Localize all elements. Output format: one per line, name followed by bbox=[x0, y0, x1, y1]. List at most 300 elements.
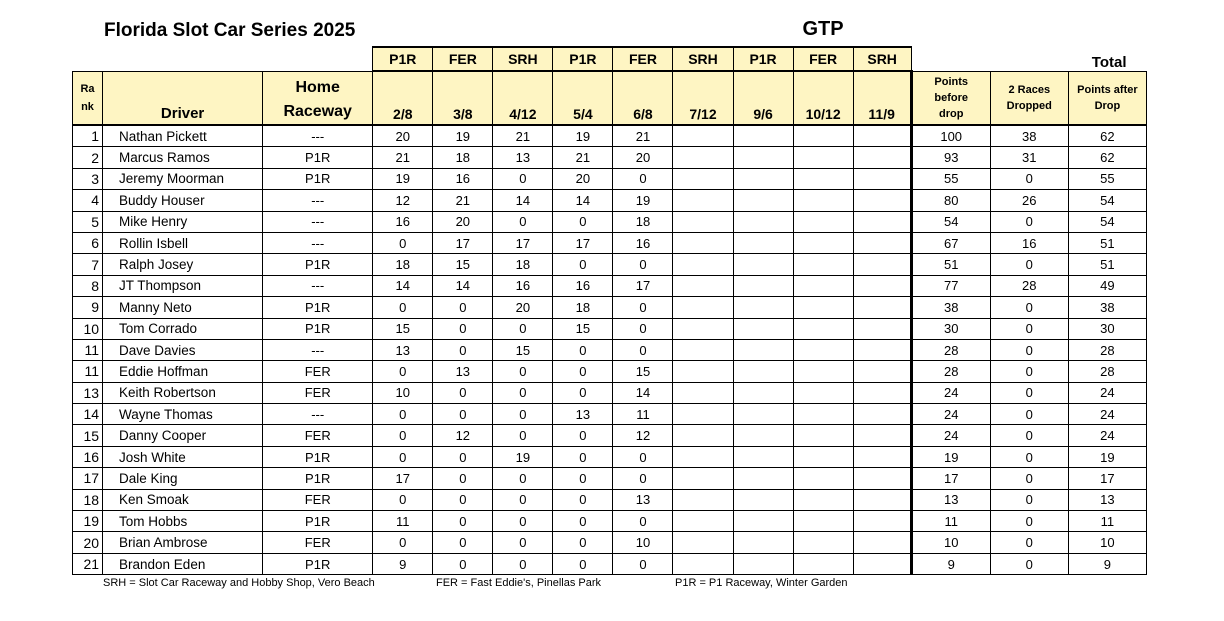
race-points-cell: 19 bbox=[373, 168, 433, 189]
standings-row bbox=[73, 147, 1147, 168]
race-points-cell bbox=[853, 297, 911, 318]
points-before-drop-cell: 10 bbox=[911, 532, 990, 553]
standings-row bbox=[73, 168, 1147, 189]
race-points-cell bbox=[793, 339, 853, 360]
race-points-cell: 0 bbox=[373, 297, 433, 318]
race-points-cell bbox=[673, 147, 733, 168]
legend-p1r: P1R = P1 Raceway, Winter Garden bbox=[675, 577, 848, 589]
race-points-cell bbox=[853, 553, 911, 574]
home-raceway-cell: P1R bbox=[263, 254, 373, 275]
driver-name: Danny Cooper bbox=[103, 425, 263, 446]
race-points-cell bbox=[733, 511, 793, 532]
race-points-cell: 15 bbox=[373, 318, 433, 339]
race-points-cell bbox=[673, 382, 733, 403]
race-points-cell bbox=[853, 468, 911, 489]
race-points-cell bbox=[673, 446, 733, 467]
race-points-cell bbox=[733, 361, 793, 382]
points-after-drop-cell: 62 bbox=[1068, 125, 1146, 147]
standings-row bbox=[73, 468, 1147, 489]
race-points-cell: 0 bbox=[433, 297, 493, 318]
race-points-cell: 0 bbox=[553, 553, 613, 574]
race-date-header: 4/12 bbox=[493, 71, 553, 125]
race-points-cell: 21 bbox=[433, 190, 493, 211]
races-dropped-cell: 0 bbox=[990, 489, 1068, 510]
driver-name: Manny Neto bbox=[103, 297, 263, 318]
race-points-cell bbox=[673, 190, 733, 211]
race-points-cell: 14 bbox=[553, 190, 613, 211]
race-points-cell: 0 bbox=[613, 318, 673, 339]
rank-cell: 9 bbox=[73, 297, 103, 318]
race-points-cell bbox=[733, 425, 793, 446]
race-points-cell bbox=[853, 275, 911, 296]
standings-row bbox=[73, 211, 1147, 232]
driver-name: Brandon Eden bbox=[103, 553, 263, 574]
rank-cell: 6 bbox=[73, 232, 103, 253]
race-points-cell: 21 bbox=[373, 147, 433, 168]
race-date-header: 3/8 bbox=[433, 71, 493, 125]
race-points-cell: 0 bbox=[433, 468, 493, 489]
races-dropped-cell: 0 bbox=[990, 211, 1068, 232]
race-points-cell bbox=[853, 361, 911, 382]
race-points-cell: 0 bbox=[553, 468, 613, 489]
race-points-cell bbox=[733, 489, 793, 510]
driver-name: Dave Davies bbox=[103, 339, 263, 360]
home-raceway-cell: P1R bbox=[263, 511, 373, 532]
race-points-cell bbox=[733, 190, 793, 211]
race-points-cell: 13 bbox=[613, 489, 673, 510]
race-points-cell: 16 bbox=[613, 232, 673, 253]
race-points-cell bbox=[793, 532, 853, 553]
standings-row bbox=[73, 532, 1147, 553]
race-points-cell bbox=[793, 489, 853, 510]
rank-header: Ra nk bbox=[73, 71, 103, 125]
races-dropped-cell: 0 bbox=[990, 404, 1068, 425]
points-before-drop-cell: 55 bbox=[911, 168, 990, 189]
race-points-cell: 18 bbox=[493, 254, 553, 275]
home-raceway-cell: --- bbox=[263, 125, 373, 147]
driver-name: JT Thompson bbox=[103, 275, 263, 296]
points-before-drop-cell: 19 bbox=[911, 446, 990, 467]
race-date-header: 6/8 bbox=[613, 71, 673, 125]
legend-srh: SRH = Slot Car Raceway and Hobby Shop, Vero Beach bbox=[103, 577, 375, 589]
points-after-drop-cell: 28 bbox=[1068, 339, 1146, 360]
race-points-cell: 18 bbox=[553, 297, 613, 318]
driver-name: Tom Corrado bbox=[103, 318, 263, 339]
standings-row bbox=[73, 339, 1147, 360]
home-raceway-cell: FER bbox=[263, 489, 373, 510]
points-after-drop-cell: 17 bbox=[1068, 468, 1146, 489]
home-raceway-cell: --- bbox=[263, 232, 373, 253]
standings-row bbox=[73, 511, 1147, 532]
race-points-cell: 20 bbox=[433, 211, 493, 232]
points-before-drop-cell: 24 bbox=[911, 425, 990, 446]
races-dropped-cell: 0 bbox=[990, 425, 1068, 446]
race-points-cell bbox=[853, 339, 911, 360]
race-points-cell: 0 bbox=[493, 318, 553, 339]
race-points-cell bbox=[733, 404, 793, 425]
race-points-cell: 0 bbox=[433, 511, 493, 532]
race-points-cell bbox=[853, 190, 911, 211]
rank-cell: 13 bbox=[73, 382, 103, 403]
race-points-cell: 0 bbox=[433, 339, 493, 360]
rank-cell: 5 bbox=[73, 211, 103, 232]
race-points-cell: 0 bbox=[553, 339, 613, 360]
race-points-cell: 15 bbox=[613, 361, 673, 382]
race-points-cell: 16 bbox=[433, 168, 493, 189]
standings-row bbox=[73, 446, 1147, 467]
race-points-cell: 20 bbox=[373, 125, 433, 147]
column-header-row bbox=[73, 71, 1147, 125]
race-points-cell bbox=[853, 511, 911, 532]
race-points-cell: 19 bbox=[493, 446, 553, 467]
standings-row bbox=[73, 297, 1147, 318]
race-points-cell: 17 bbox=[373, 468, 433, 489]
race-points-cell: 16 bbox=[373, 211, 433, 232]
race-points-cell: 14 bbox=[493, 190, 553, 211]
driver-header: Driver bbox=[103, 71, 263, 125]
race-points-cell: 10 bbox=[373, 382, 433, 403]
rank-cell: 11 bbox=[73, 361, 103, 382]
standings-table bbox=[72, 46, 1147, 575]
venue-row bbox=[73, 47, 1147, 71]
race-points-cell: 17 bbox=[553, 232, 613, 253]
race-points-cell bbox=[853, 125, 911, 147]
race-points-cell bbox=[673, 318, 733, 339]
points-before-drop-cell: 17 bbox=[911, 468, 990, 489]
standings-row bbox=[73, 425, 1147, 446]
race-points-cell: 0 bbox=[493, 382, 553, 403]
venue-header: P1R bbox=[733, 47, 793, 71]
points-after-drop-cell: 9 bbox=[1068, 553, 1146, 574]
race-points-cell: 0 bbox=[553, 532, 613, 553]
total-label: Total bbox=[1091, 53, 1127, 71]
points-after-drop-cell: 28 bbox=[1068, 361, 1146, 382]
race-date-header: 9/6 bbox=[733, 71, 793, 125]
home-raceway-cell: FER bbox=[263, 382, 373, 403]
race-points-cell: 0 bbox=[373, 532, 433, 553]
home-raceway-cell: P1R bbox=[263, 297, 373, 318]
race-points-cell: 13 bbox=[373, 339, 433, 360]
rank-cell: 21 bbox=[73, 553, 103, 574]
race-points-cell: 13 bbox=[493, 147, 553, 168]
standings-row bbox=[73, 318, 1147, 339]
race-points-cell: 0 bbox=[373, 232, 433, 253]
race-points-cell: 0 bbox=[613, 553, 673, 574]
race-points-cell: 0 bbox=[613, 254, 673, 275]
driver-name: Rollin Isbell bbox=[103, 232, 263, 253]
home-raceway-cell: --- bbox=[263, 275, 373, 296]
race-points-cell: 0 bbox=[613, 297, 673, 318]
race-points-cell: 19 bbox=[433, 125, 493, 147]
driver-name: Nathan Pickett bbox=[103, 125, 263, 147]
race-points-cell: 0 bbox=[373, 489, 433, 510]
race-points-cell bbox=[733, 275, 793, 296]
legend-fer: FER = Fast Eddie's, Pinellas Park bbox=[436, 577, 602, 589]
race-points-cell: 0 bbox=[553, 361, 613, 382]
driver-name: Ken Smoak bbox=[103, 489, 263, 510]
races-dropped-cell: 0 bbox=[990, 446, 1068, 467]
points-before-drop-cell: 9 bbox=[911, 553, 990, 574]
race-points-cell: 14 bbox=[433, 275, 493, 296]
race-points-cell bbox=[733, 125, 793, 147]
points-before-drop-cell: 67 bbox=[911, 232, 990, 253]
rank-cell: 18 bbox=[73, 489, 103, 510]
home-raceway-cell: P1R bbox=[263, 468, 373, 489]
race-points-cell: 0 bbox=[433, 532, 493, 553]
home-raceway-cell: P1R bbox=[263, 147, 373, 168]
race-points-cell: 0 bbox=[613, 511, 673, 532]
race-points-cell bbox=[673, 125, 733, 147]
race-points-cell bbox=[853, 211, 911, 232]
race-points-cell: 0 bbox=[553, 382, 613, 403]
race-points-cell: 0 bbox=[373, 404, 433, 425]
driver-name: Wayne Thomas bbox=[103, 404, 263, 425]
driver-name: Mike Henry bbox=[103, 211, 263, 232]
race-points-cell: 0 bbox=[433, 404, 493, 425]
rank-cell: 10 bbox=[73, 318, 103, 339]
points-after-drop-cell: 54 bbox=[1068, 211, 1146, 232]
standings-row bbox=[73, 489, 1147, 510]
points-after-drop-cell: 19 bbox=[1068, 446, 1146, 467]
points-after-drop-cell: 55 bbox=[1068, 168, 1146, 189]
race-points-cell bbox=[673, 254, 733, 275]
race-points-cell: 9 bbox=[373, 553, 433, 574]
race-points-cell: 13 bbox=[433, 361, 493, 382]
race-points-cell bbox=[793, 125, 853, 147]
race-points-cell bbox=[733, 297, 793, 318]
rank-cell: 14 bbox=[73, 404, 103, 425]
races-dropped-cell: 0 bbox=[990, 553, 1068, 574]
race-points-cell bbox=[853, 489, 911, 510]
race-points-cell bbox=[673, 275, 733, 296]
race-points-cell bbox=[793, 297, 853, 318]
race-points-cell bbox=[793, 361, 853, 382]
rank-cell: 19 bbox=[73, 511, 103, 532]
points-after-drop-cell: 38 bbox=[1068, 297, 1146, 318]
driver-name: Marcus Ramos bbox=[103, 147, 263, 168]
race-points-cell bbox=[793, 275, 853, 296]
race-points-cell: 0 bbox=[553, 211, 613, 232]
race-points-cell: 15 bbox=[433, 254, 493, 275]
race-points-cell bbox=[673, 532, 733, 553]
races-dropped-cell: 26 bbox=[990, 190, 1068, 211]
driver-name: Tom Hobbs bbox=[103, 511, 263, 532]
class-title: GTP bbox=[802, 18, 844, 40]
race-points-cell bbox=[673, 404, 733, 425]
venue-header: SRH bbox=[673, 47, 733, 71]
home-raceway-cell: P1R bbox=[263, 446, 373, 467]
home-raceway-cell: --- bbox=[263, 211, 373, 232]
points-after-drop-cell: 11 bbox=[1068, 511, 1146, 532]
race-points-cell bbox=[673, 339, 733, 360]
race-points-cell bbox=[733, 168, 793, 189]
race-points-cell: 0 bbox=[493, 468, 553, 489]
race-points-cell: 0 bbox=[493, 489, 553, 510]
points-before-drop-cell: 100 bbox=[911, 125, 990, 147]
home-raceway-cell: P1R bbox=[263, 318, 373, 339]
races-dropped-cell: 0 bbox=[990, 532, 1068, 553]
race-points-cell bbox=[733, 211, 793, 232]
race-date-header: 11/9 bbox=[853, 71, 911, 125]
points-before-drop-cell: 38 bbox=[911, 297, 990, 318]
race-points-cell: 21 bbox=[493, 125, 553, 147]
race-date-header: 2/8 bbox=[373, 71, 433, 125]
race-points-cell bbox=[793, 254, 853, 275]
home-raceway-header: Home Raceway bbox=[263, 71, 373, 125]
race-points-cell bbox=[853, 532, 911, 553]
race-points-cell bbox=[793, 468, 853, 489]
rank-cell: 1 bbox=[73, 125, 103, 147]
race-points-cell bbox=[793, 147, 853, 168]
race-points-cell bbox=[853, 232, 911, 253]
race-points-cell: 0 bbox=[433, 489, 493, 510]
standings-row bbox=[73, 254, 1147, 275]
driver-name: Jeremy Moorman bbox=[103, 168, 263, 189]
home-raceway-cell: --- bbox=[263, 404, 373, 425]
race-points-cell bbox=[673, 232, 733, 253]
series-title: Florida Slot Car Series 2025 bbox=[104, 20, 356, 41]
points-before-drop-cell: 30 bbox=[911, 318, 990, 339]
points-before-drop-header: Points before drop bbox=[911, 71, 990, 125]
points-after-drop-cell: 24 bbox=[1068, 404, 1146, 425]
race-points-cell bbox=[673, 553, 733, 574]
race-points-cell bbox=[673, 511, 733, 532]
race-points-cell bbox=[853, 404, 911, 425]
race-points-cell: 11 bbox=[373, 511, 433, 532]
race-points-cell: 12 bbox=[613, 425, 673, 446]
rank-cell: 17 bbox=[73, 468, 103, 489]
race-points-cell: 0 bbox=[553, 446, 613, 467]
race-points-cell: 15 bbox=[493, 339, 553, 360]
race-points-cell: 0 bbox=[613, 446, 673, 467]
race-points-cell bbox=[793, 190, 853, 211]
rank-cell: 4 bbox=[73, 190, 103, 211]
races-dropped-header: 2 Races Dropped bbox=[990, 71, 1068, 125]
points-after-drop-cell: 24 bbox=[1068, 382, 1146, 403]
race-points-cell bbox=[853, 147, 911, 168]
race-points-cell bbox=[793, 404, 853, 425]
race-points-cell: 0 bbox=[553, 254, 613, 275]
home-raceway-cell: FER bbox=[263, 361, 373, 382]
rank-cell: 8 bbox=[73, 275, 103, 296]
points-before-drop-cell: 28 bbox=[911, 339, 990, 360]
rank-cell: 7 bbox=[73, 254, 103, 275]
driver-name: Brian Ambrose bbox=[103, 532, 263, 553]
race-points-cell: 0 bbox=[373, 361, 433, 382]
home-raceway-cell: FER bbox=[263, 532, 373, 553]
race-points-cell bbox=[793, 211, 853, 232]
race-points-cell bbox=[793, 446, 853, 467]
race-points-cell: 21 bbox=[553, 147, 613, 168]
race-points-cell: 0 bbox=[493, 404, 553, 425]
race-points-cell: 0 bbox=[553, 425, 613, 446]
race-points-cell bbox=[733, 553, 793, 574]
home-raceway-cell: P1R bbox=[263, 168, 373, 189]
race-points-cell: 0 bbox=[613, 168, 673, 189]
race-points-cell: 17 bbox=[493, 232, 553, 253]
races-dropped-cell: 0 bbox=[990, 511, 1068, 532]
home-raceway-cell: P1R bbox=[263, 553, 373, 574]
points-after-drop-cell: 10 bbox=[1068, 532, 1146, 553]
race-points-cell: 16 bbox=[553, 275, 613, 296]
venue-header: P1R bbox=[553, 47, 613, 71]
race-points-cell bbox=[733, 254, 793, 275]
race-points-cell: 18 bbox=[613, 211, 673, 232]
standings-row bbox=[73, 553, 1147, 574]
points-before-drop-cell: 28 bbox=[911, 361, 990, 382]
race-points-cell: 0 bbox=[613, 468, 673, 489]
race-points-cell: 13 bbox=[553, 404, 613, 425]
race-points-cell bbox=[793, 382, 853, 403]
race-points-cell: 11 bbox=[613, 404, 673, 425]
race-points-cell: 0 bbox=[433, 318, 493, 339]
race-points-cell: 14 bbox=[373, 275, 433, 296]
race-points-cell bbox=[673, 361, 733, 382]
home-raceway-cell: FER bbox=[263, 425, 373, 446]
standings-row bbox=[73, 404, 1147, 425]
race-points-cell: 0 bbox=[553, 489, 613, 510]
race-points-cell bbox=[793, 318, 853, 339]
race-points-cell: 12 bbox=[373, 190, 433, 211]
race-points-cell: 0 bbox=[373, 425, 433, 446]
home-raceway-cell: --- bbox=[263, 339, 373, 360]
standings-row bbox=[73, 275, 1147, 296]
race-points-cell: 0 bbox=[373, 446, 433, 467]
points-after-drop-cell: 51 bbox=[1068, 254, 1146, 275]
race-date-header: 5/4 bbox=[553, 71, 613, 125]
points-after-drop-header: Points after Drop bbox=[1068, 71, 1146, 125]
race-points-cell: 20 bbox=[493, 297, 553, 318]
points-before-drop-cell: 54 bbox=[911, 211, 990, 232]
venue-header: SRH bbox=[493, 47, 553, 71]
races-dropped-cell: 0 bbox=[990, 318, 1068, 339]
race-points-cell: 0 bbox=[433, 553, 493, 574]
race-points-cell: 0 bbox=[493, 553, 553, 574]
race-points-cell: 14 bbox=[613, 382, 673, 403]
points-before-drop-cell: 13 bbox=[911, 489, 990, 510]
rank-cell: 2 bbox=[73, 147, 103, 168]
race-points-cell: 0 bbox=[553, 511, 613, 532]
race-points-cell bbox=[793, 168, 853, 189]
rank-cell: 20 bbox=[73, 532, 103, 553]
race-points-cell bbox=[853, 168, 911, 189]
race-points-cell bbox=[793, 511, 853, 532]
standings-row bbox=[73, 232, 1147, 253]
race-points-cell bbox=[733, 446, 793, 467]
race-points-cell: 18 bbox=[373, 254, 433, 275]
race-points-cell bbox=[673, 168, 733, 189]
race-points-cell bbox=[853, 425, 911, 446]
points-after-drop-cell: 51 bbox=[1068, 232, 1146, 253]
race-points-cell: 0 bbox=[493, 511, 553, 532]
points-before-drop-cell: 24 bbox=[911, 404, 990, 425]
rank-cell: 16 bbox=[73, 446, 103, 467]
race-points-cell bbox=[673, 425, 733, 446]
points-before-drop-cell: 80 bbox=[911, 190, 990, 211]
race-points-cell: 19 bbox=[553, 125, 613, 147]
driver-name: Eddie Hoffman bbox=[103, 361, 263, 382]
driver-name: Josh White bbox=[103, 446, 263, 467]
standings-row bbox=[73, 190, 1147, 211]
race-date-header: 7/12 bbox=[673, 71, 733, 125]
race-points-cell bbox=[853, 254, 911, 275]
rank-cell: 3 bbox=[73, 168, 103, 189]
points-before-drop-cell: 93 bbox=[911, 147, 990, 168]
points-after-drop-cell: 62 bbox=[1068, 147, 1146, 168]
standings-row bbox=[73, 125, 1147, 147]
race-points-cell bbox=[793, 425, 853, 446]
points-after-drop-cell: 13 bbox=[1068, 489, 1146, 510]
